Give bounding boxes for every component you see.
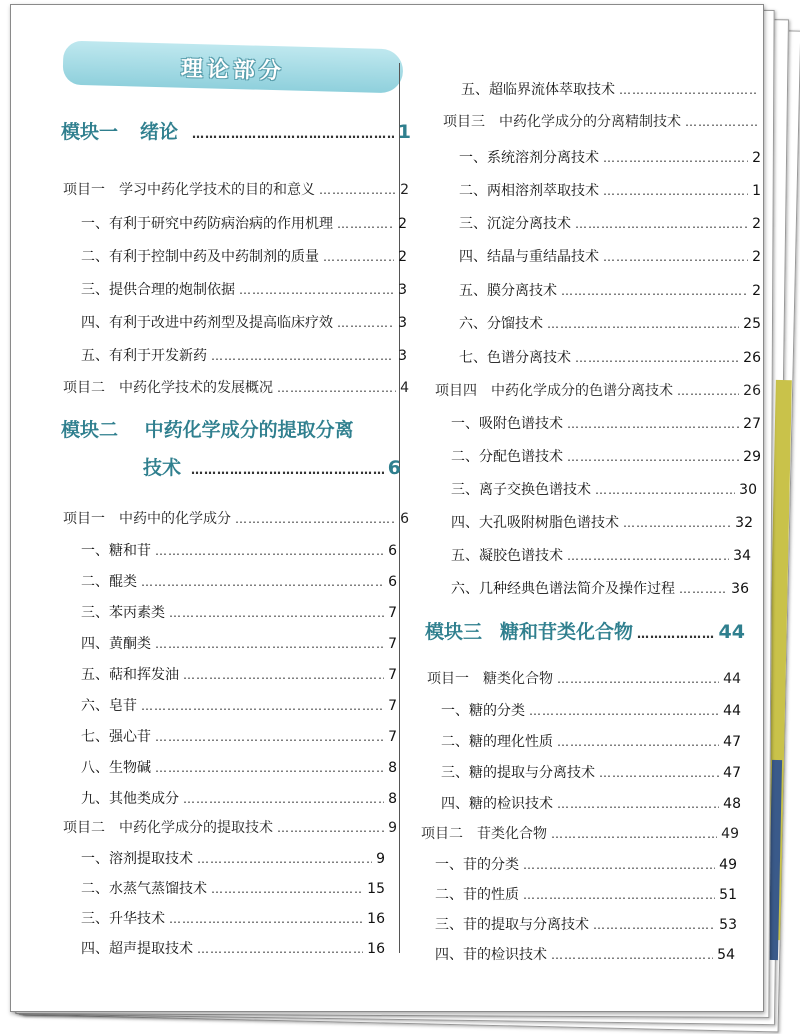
item-title: 五、超临界流体萃取技术: [461, 82, 615, 98]
page-number: 2: [398, 249, 407, 265]
item-title: 一、有利于研究中药防病治病的作用机理: [81, 216, 333, 232]
page-number: 9: [376, 851, 385, 867]
page-number: 2: [752, 249, 761, 265]
project-title: 学习中药化学技术的目的和意义: [119, 182, 315, 198]
leader-dots: [277, 381, 396, 395]
page-number: 2: [752, 283, 761, 299]
toc-item[interactable]: [81, 312, 407, 332]
page-number: 25: [743, 316, 761, 332]
item-title: 一、糖的分类: [441, 703, 525, 719]
page-number: 8: [388, 760, 397, 776]
item-title: 四、结晶与重结晶技术: [459, 249, 599, 265]
item-title: 八、生物碱: [81, 760, 151, 776]
item-title: 一、系统溶剂分离技术: [459, 150, 599, 166]
leader-dots: [337, 217, 394, 231]
toc-item[interactable]: [441, 762, 741, 782]
module-label: 模块一: [61, 121, 119, 143]
leader-dots: [557, 797, 719, 811]
page-number: 53: [719, 917, 737, 933]
item-title: 四、有利于改进中药剂型及提高临床疗效: [81, 315, 333, 331]
toc-item[interactable]: [81, 695, 397, 715]
page-number: 44: [723, 703, 741, 719]
toc-item[interactable]: [81, 726, 397, 746]
leader-dots: [603, 184, 748, 198]
toc-item[interactable]: [81, 664, 397, 684]
item-title: 一、苷的分类: [435, 857, 519, 873]
toc-item[interactable]: [81, 788, 397, 808]
page-number: 32: [735, 515, 753, 531]
item-title: 四、大孔吸附树脂色谱技术: [451, 515, 619, 531]
leader-dots: [183, 792, 384, 806]
page-number: 6: [400, 511, 409, 527]
item-title: 三、离子交换色谱技术: [451, 482, 591, 498]
page-number: 30: [739, 482, 757, 498]
leader-dots: [169, 912, 363, 926]
toc-item[interactable]: [459, 147, 761, 167]
toc-item[interactable]: [451, 446, 761, 466]
project-title: 苷类化合物: [477, 826, 547, 842]
toc-item[interactable]: [441, 700, 741, 720]
toc-item[interactable]: [81, 938, 385, 958]
item-title: 六、分馏技术: [459, 316, 543, 332]
project-label: 项目一: [63, 511, 105, 527]
item-title: 四、糖的检识技术: [441, 796, 553, 812]
page-number: 2: [752, 216, 761, 232]
item-title: 五、有利于开发新药: [81, 348, 207, 364]
toc-item[interactable]: [435, 944, 735, 964]
item-title: 三、苷的提取与分离技术: [435, 917, 589, 933]
leader-dots: [155, 761, 384, 775]
section-banner: [62, 41, 403, 94]
leader-dots: [155, 544, 384, 558]
leader-dots: [155, 730, 384, 744]
item-title: 二、有利于控制中药及中药制剂的质量: [81, 249, 319, 265]
project-label: 项目一: [427, 671, 469, 687]
page-number: 51: [719, 887, 737, 903]
page-number: 29: [743, 449, 761, 465]
project-title: 中药化学成分的分离精制技术: [499, 114, 681, 130]
project-title: 糖类化合物: [483, 671, 553, 687]
page-number: 7: [388, 605, 397, 621]
project-label: 项目二: [63, 820, 105, 836]
leader-dots: [197, 852, 372, 866]
toc-item[interactable]: [459, 180, 761, 200]
page-number: 4: [400, 380, 409, 396]
item-title: 六、几种经典色谱法简介及操作过程: [451, 581, 675, 597]
toc-item[interactable]: [451, 479, 757, 499]
item-title: 七、色谱分离技术: [459, 350, 571, 366]
item-title: 一、溶剂提取技术: [81, 851, 193, 867]
page-number: 7: [388, 667, 397, 683]
page-number: 34: [733, 548, 751, 564]
page-number: 49: [719, 857, 737, 873]
item-title: 二、分配色谱技术: [451, 449, 563, 465]
item-title: 二、醌类: [81, 574, 137, 590]
item-title: 三、苯丙素类: [81, 605, 165, 621]
leader-dots: [677, 384, 739, 398]
leader-dots: [603, 151, 748, 165]
toc-page: [10, 4, 764, 1012]
leader-dots: [593, 918, 715, 932]
toc-item[interactable]: [81, 908, 385, 928]
project-label: 项目四: [435, 383, 477, 399]
toc-item[interactable]: [459, 213, 761, 233]
leader-dots: [191, 463, 384, 477]
module-entry-heading[interactable]: [61, 415, 354, 442]
module-title-cont: 技术: [143, 457, 182, 479]
project-title: 中药中的化学成分: [119, 511, 231, 527]
item-title: 三、升华技术: [81, 911, 165, 927]
section-banner-title: 理论部分: [180, 56, 286, 85]
project-title: 中药化学成分的色谱分离技术: [491, 383, 673, 399]
page-number: 47: [723, 765, 741, 781]
leader-dots: [567, 417, 739, 431]
project-title: 中药化学技术的发展概况: [119, 380, 273, 396]
page-number: 44: [723, 671, 741, 687]
leader-dots: [523, 888, 715, 902]
leader-dots: [141, 575, 384, 589]
leader-dots: [599, 766, 719, 780]
project-title: 中药化学成分的提取技术: [119, 820, 273, 836]
leader-dots: [567, 549, 729, 563]
toc-item[interactable]: [451, 545, 751, 565]
leader-dots: [595, 483, 735, 497]
toc-item[interactable]: [81, 757, 397, 777]
toc-item[interactable]: [81, 848, 385, 868]
leader-dots: [211, 349, 394, 363]
toc-item[interactable]: [441, 793, 741, 813]
module-entry[interactable]: [425, 617, 745, 644]
page-number: 15: [367, 881, 385, 897]
item-title: 一、吸附色谱技术: [451, 416, 563, 432]
module-entry[interactable]: [61, 117, 411, 144]
page-number: 9: [388, 820, 397, 836]
item-title: 九、其他类成分: [81, 791, 179, 807]
page-number: 2: [398, 216, 407, 232]
module-title: 绪论: [140, 121, 179, 143]
toc-item[interactable]: [451, 413, 761, 433]
page-number: 6: [388, 543, 397, 559]
item-title: 二、苷的性质: [435, 887, 519, 903]
item-title: 三、糖的提取与分离技术: [441, 765, 595, 781]
page-number: 6: [387, 457, 401, 479]
leader-dots: [619, 83, 757, 97]
project-entry[interactable]: [63, 179, 409, 199]
leader-dots: [623, 516, 731, 530]
project-label: 项目二: [63, 380, 105, 396]
leader-dots: [323, 250, 394, 264]
item-title: 四、苷的检识技术: [435, 947, 547, 963]
project-label: 项目三: [443, 114, 485, 130]
leader-dots: [561, 284, 748, 298]
module-title: 糖和苷类化合物: [500, 621, 634, 643]
leader-dots: [547, 317, 739, 331]
toc-item[interactable]: [81, 279, 407, 299]
toc-item[interactable]: [459, 246, 761, 266]
toc-item[interactable]: [451, 578, 749, 598]
item-title: 三、沉淀分离技术: [459, 216, 571, 232]
toc-item[interactable]: [81, 246, 407, 266]
item-title: 四、超声提取技术: [81, 941, 193, 957]
module-title: 中药化学成分的提取分离: [144, 419, 354, 441]
item-title: 五、萜和挥发油: [81, 667, 179, 683]
item-title: 五、膜分离技术: [459, 283, 557, 299]
toc-item[interactable]: [81, 633, 397, 653]
project-entry[interactable]: [63, 508, 409, 528]
toc-item[interactable]: [459, 280, 761, 300]
toc-item[interactable]: [459, 347, 761, 367]
leader-dots: [211, 882, 363, 896]
toc-item[interactable]: [441, 731, 741, 751]
item-title: 二、糖的理化性质: [441, 734, 553, 750]
toc-item[interactable]: [435, 914, 737, 934]
toc-item[interactable]: [81, 571, 397, 591]
item-title: 五、凝胶色谱技术: [451, 548, 563, 564]
leader-dots: [567, 450, 739, 464]
page-number: 26: [743, 350, 761, 366]
toc-item[interactable]: [459, 313, 761, 333]
project-entry[interactable]: [435, 380, 761, 400]
page-number: 16: [367, 941, 385, 957]
page-number: 48: [723, 796, 741, 812]
page-number: 44: [718, 621, 745, 643]
toc-item[interactable]: [81, 878, 385, 898]
project-label: 项目一: [63, 182, 105, 198]
project-entry[interactable]: [63, 817, 397, 837]
leader-dots: [557, 735, 719, 749]
leader-dots: [523, 858, 715, 872]
toc-item[interactable]: [435, 884, 737, 904]
item-title: 四、黄酮类: [81, 636, 151, 652]
leader-dots: [337, 316, 394, 330]
page-number: 8: [388, 791, 397, 807]
leader-dots: [192, 127, 394, 141]
item-title: 二、水蒸气蒸馏技术: [81, 881, 207, 897]
item-title: 二、两相溶剂萃取技术: [459, 183, 599, 199]
item-title: 三、提供合理的炮制依据: [81, 282, 235, 298]
leader-dots: [277, 821, 384, 835]
page-number: 1: [397, 121, 411, 143]
project-entry[interactable]: [427, 668, 741, 688]
page-number: 3: [398, 282, 407, 298]
item-title: 六、皂苷: [81, 698, 137, 714]
page-number: 7: [388, 698, 397, 714]
page-number: 6: [388, 574, 397, 590]
project-entry[interactable]: [421, 823, 739, 843]
leader-dots: [183, 668, 384, 682]
leader-dots: [169, 606, 384, 620]
page-number: 26: [743, 383, 761, 399]
project-entry[interactable]: [63, 377, 409, 397]
leader-dots: [551, 827, 717, 841]
module-label: 模块二: [61, 419, 119, 441]
leader-dots: [637, 627, 715, 641]
page-number: 49: [721, 826, 739, 842]
item-title: 一、糖和苷: [81, 543, 151, 559]
module-entry[interactable]: [143, 453, 401, 480]
page-number: 54: [717, 947, 735, 963]
item-title: 七、强心苷: [81, 729, 151, 745]
leader-dots: [679, 582, 727, 596]
leader-dots: [685, 115, 757, 129]
leader-dots: [141, 699, 384, 713]
page-number: 7: [388, 729, 397, 745]
leader-dots: [603, 250, 748, 264]
toc-item[interactable]: [81, 213, 407, 233]
leader-dots: [239, 283, 394, 297]
toc-item[interactable]: [451, 512, 753, 532]
page-number: 47: [723, 734, 741, 750]
toc-item[interactable]: [81, 540, 397, 560]
page-number: 1: [752, 183, 761, 199]
module-label: 模块三: [425, 621, 483, 643]
leader-dots: [575, 351, 739, 365]
page-number: 7: [388, 636, 397, 652]
toc-item[interactable]: [461, 79, 761, 99]
toc-item[interactable]: [81, 345, 407, 365]
toc-item[interactable]: [435, 854, 737, 874]
leader-dots: [197, 942, 363, 956]
leader-dots: [557, 672, 719, 686]
leader-dots: [529, 704, 719, 718]
toc-item[interactable]: [81, 602, 397, 622]
project-label: 项目二: [421, 826, 463, 842]
page-number: 2: [400, 182, 409, 198]
leader-dots: [235, 512, 396, 526]
page-number: 3: [398, 348, 407, 364]
leader-dots: [155, 637, 384, 651]
page-number: 3: [398, 315, 407, 331]
page-number: 36: [731, 581, 749, 597]
page-number: 16: [367, 911, 385, 927]
page-number: 2: [752, 150, 761, 166]
leader-dots: [575, 217, 748, 231]
leader-dots: [319, 183, 396, 197]
page-number: 27: [743, 416, 761, 432]
leader-dots: [551, 948, 713, 962]
project-entry[interactable]: [443, 111, 761, 131]
